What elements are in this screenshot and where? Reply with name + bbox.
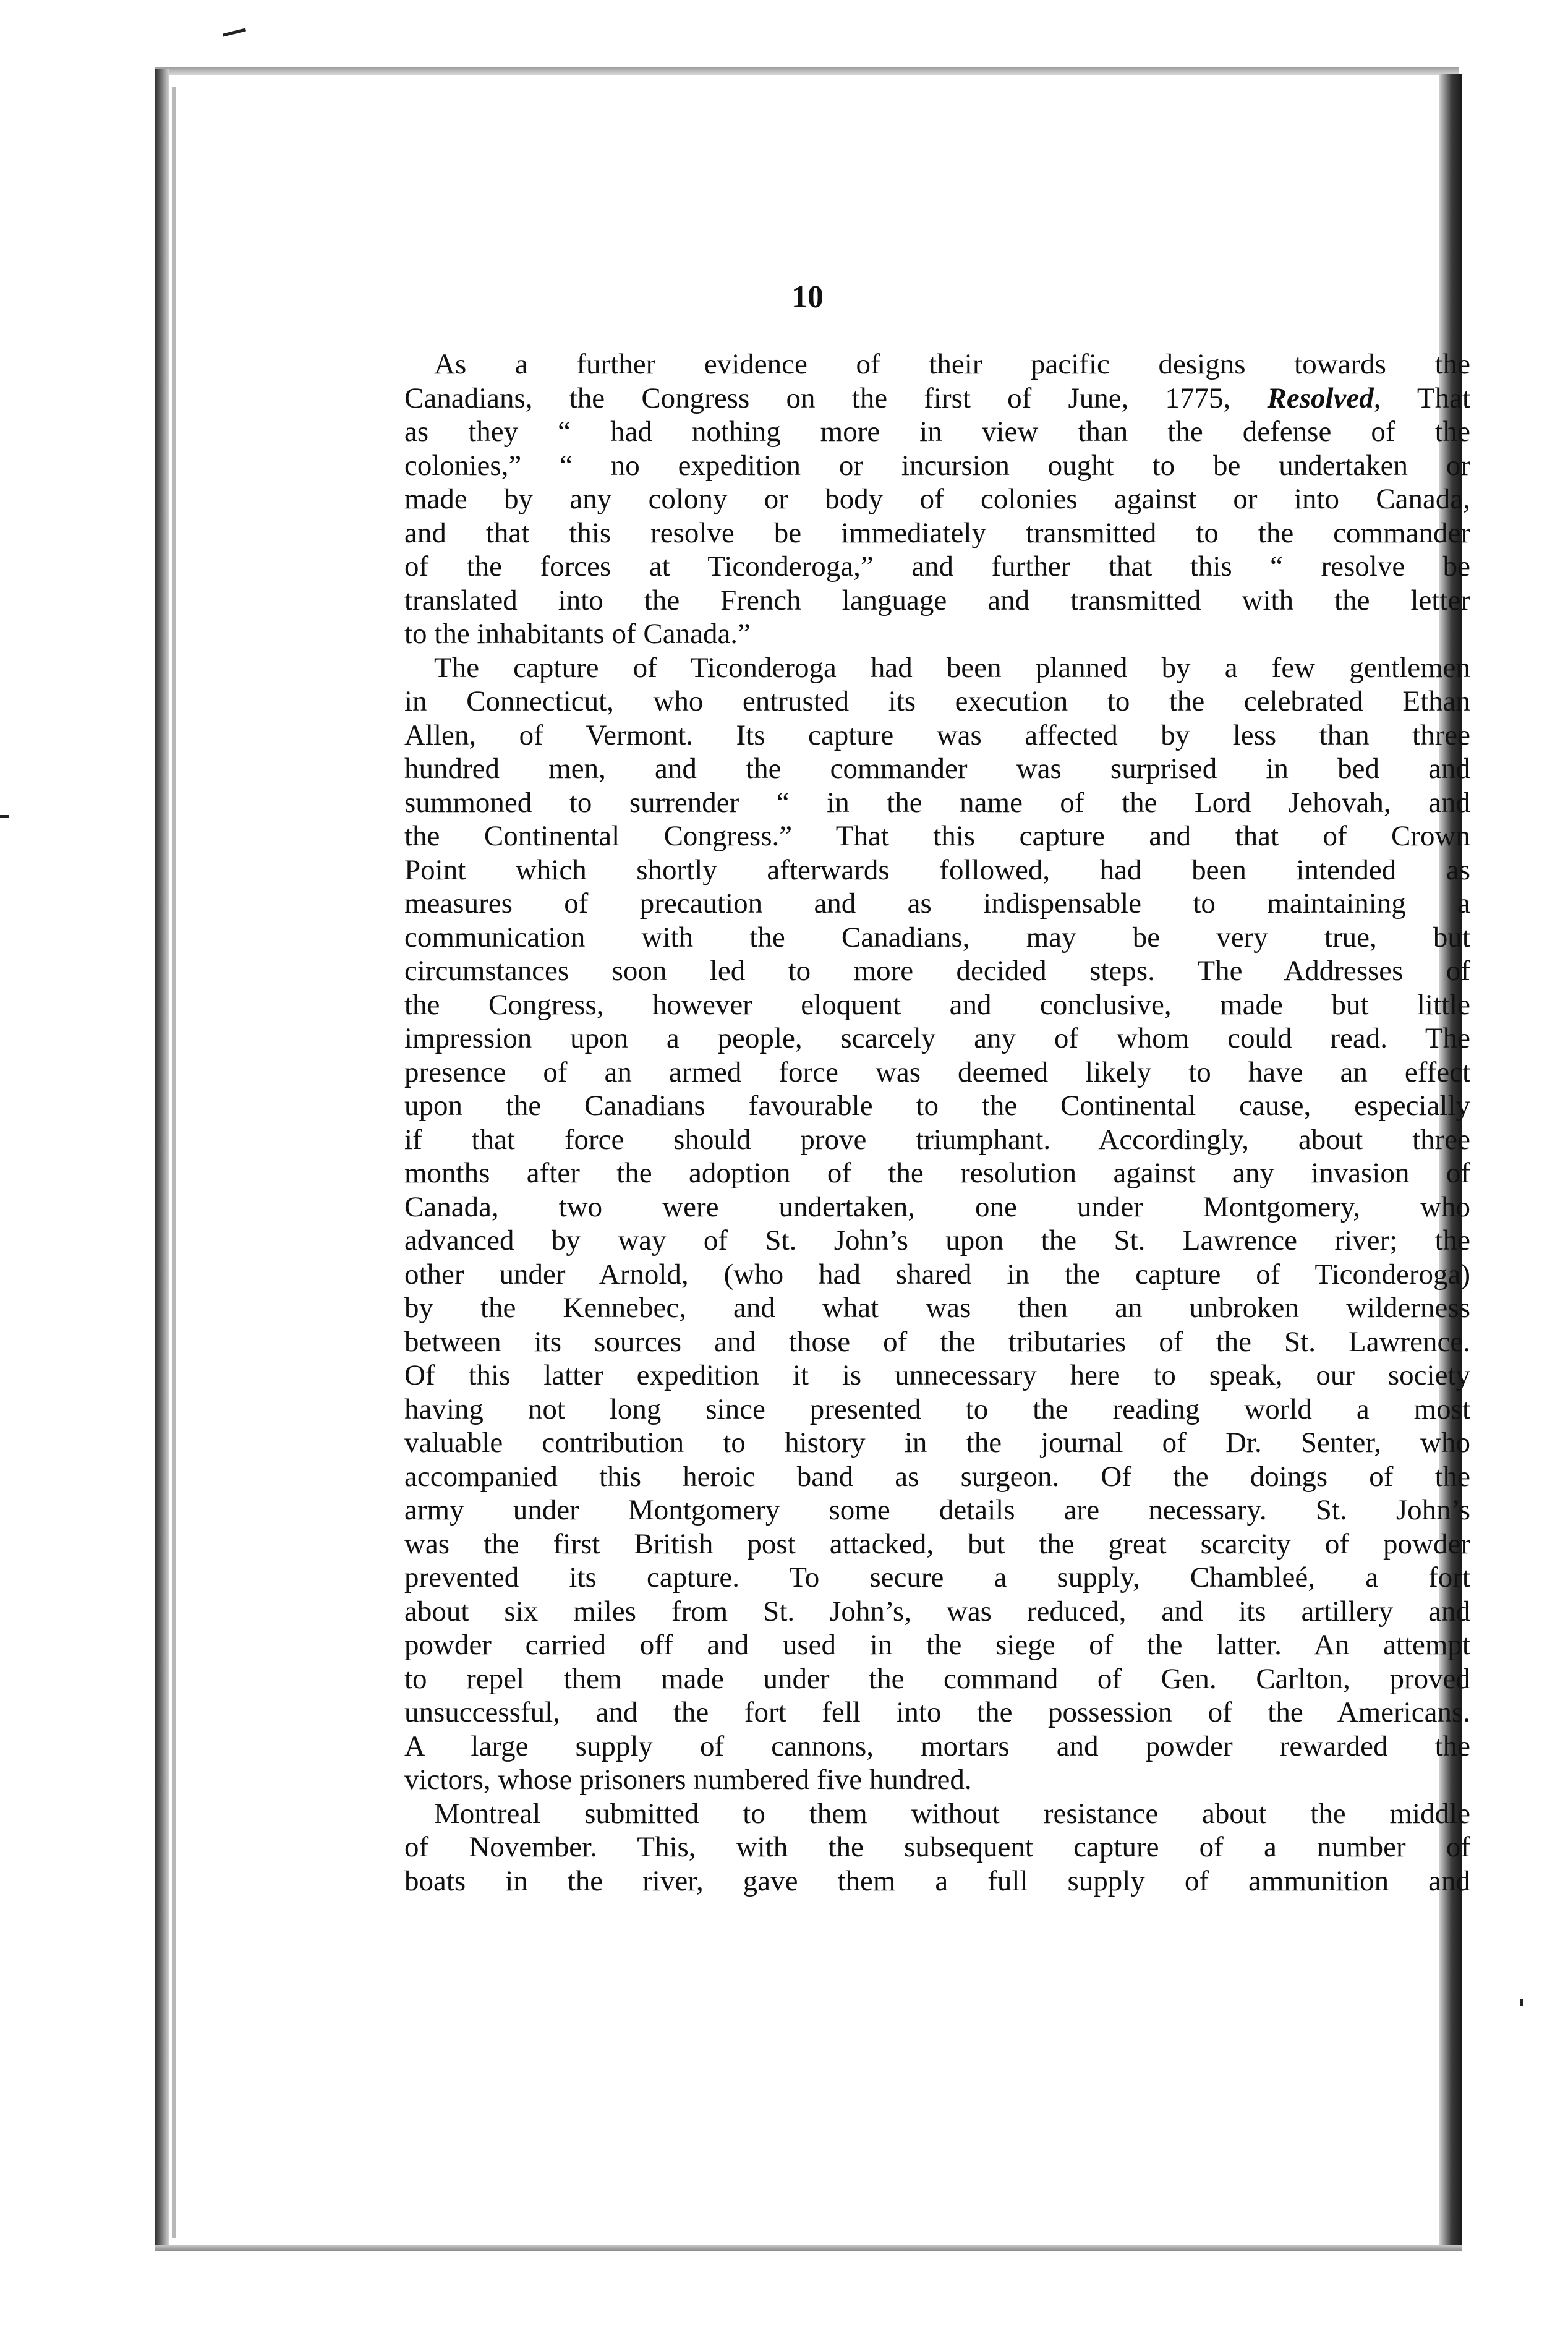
text-line: having not long since presented to the reading world a most [404, 1393, 1470, 1425]
text-line: Montreal submitted to them without resistance about the middle [434, 1797, 1470, 1830]
paragraph [404, 651, 1470, 1797]
text-line: presence of an armed force was deemed likely to have an effect [404, 1056, 1470, 1088]
text-line: circumstances soon led to more decided steps. The Addresses of [404, 955, 1470, 987]
text-line: translated into the French language and transmitted with the letter [404, 584, 1470, 617]
text-line: advanced by way of St. John’s upon the St. Lawrence river; the [404, 1224, 1470, 1257]
text-line: by the Kennebec, and what was then an unbroken wilderness [404, 1292, 1470, 1324]
text-line: Allen, of Vermont. Its capture was affected by less than three [404, 719, 1470, 751]
text-line: to the inhabitants of Canada.” [404, 618, 751, 650]
text-line: valuable contribution to history in the journal of Dr. Senter, who [404, 1427, 1470, 1459]
text-line: other under Arnold, (who had shared in the capture of Ticonderoga) [404, 1258, 1470, 1291]
text-line: hundred men, and the commander was surprised in bed and [404, 753, 1470, 785]
text-line: The capture of Ticonderoga had been planned by a few gentlemen [434, 651, 1470, 684]
text-line: unsuccessful, and the fort fell into the possession of the Americans. [404, 1696, 1470, 1728]
text-line: made by any colony or body of colonies against or into Canada, [404, 483, 1470, 515]
text-line: As a further evidence of their pacific designs towards the [434, 348, 1470, 380]
scan-speck [223, 28, 246, 36]
text-line: Of this latter expedition it is unnecessary here to speak, our society [404, 1359, 1470, 1391]
page-number: 10 [791, 280, 824, 315]
text-line: the Congress, however eloquent and conclusive, made but little [404, 988, 1470, 1021]
text-line: Canada, two were undertaken, one under Montgomery, who [404, 1190, 1470, 1223]
text-line: in Connecticut, who entrusted its execution to the celebrated Ethan [404, 685, 1470, 717]
paragraph [404, 1797, 1470, 1898]
paragraph [404, 348, 1470, 651]
body-text [404, 348, 1470, 1898]
text-line: summoned to surrender “ in the name of the Lord Jehovah, and [404, 786, 1470, 819]
text-line: A large supply of cannons, mortars and powder rewarded the [404, 1730, 1470, 1762]
text-line: and that this resolve be immediately transmitted to the commander [404, 516, 1470, 549]
scan-speck [1520, 1999, 1523, 2006]
text-line: about six miles from St. John’s, was reduced, and its artillery and [404, 1595, 1470, 1628]
text-line: communication with the Canadians, may be very true, but [404, 921, 1470, 954]
text-line: as they “ had nothing more in view than the defense of the [404, 416, 1470, 448]
text-line: powder carried off and used in the siege of the latter. An attempt [404, 1629, 1470, 1661]
text-line: the Continental Congress.” That this capture and that of Crown [404, 820, 1470, 852]
text-line: prevented its capture. To secure a supply, Chambleé, a fort [404, 1561, 1470, 1594]
text-line: accompanied this heroic band as surgeon. Of the doings of the [404, 1460, 1470, 1493]
text-line: was the first British post attacked, but the great scarcity of powder [404, 1527, 1470, 1560]
text-line: army under Montgomery some details are necessary. St. John’s [404, 1494, 1470, 1526]
text-line: of the forces at Ticonderoga,” and further that this “ resolve be [404, 550, 1470, 582]
text-line: Canadians, the Congress on the first of June, 1775, Resolved, That [404, 382, 1470, 414]
page-top-edge [155, 67, 1459, 75]
book-page [176, 75, 1470, 2245]
text-line: Point which shortly afterwards followed, had been intended as [404, 853, 1470, 886]
page-left-binding-edge [155, 69, 169, 2246]
text-line: of November. This, with the subsequent capture of a number of [404, 1831, 1470, 1863]
text-line: months after the adoption of the resolution against any invasion of [404, 1157, 1470, 1189]
text-line: colonies,” “ no expedition or incursion ought to be undertaken or [404, 449, 1470, 482]
scan-speck [0, 815, 9, 818]
text-line: measures of precaution and as indispensable to maintaining a [404, 887, 1470, 920]
text-line: upon the Canadians favourable to the Continental cause, especially [404, 1090, 1470, 1122]
text-line: boats in the river, gave them a full supply of ammunition and [404, 1864, 1470, 1897]
text-line: victors, whose prisoners numbered five hundred. [404, 1764, 972, 1796]
page-bottom-edge [155, 2245, 1462, 2251]
text-line: between its sources and those of the tributaries of the St. Lawrence. [404, 1325, 1470, 1358]
text-line: impression upon a people, scarcely any of whom could read. The [404, 1022, 1470, 1054]
emphasis-text: Resolved [1267, 382, 1374, 414]
text-line: to repel them made under the command of Gen. Carlton, proved [404, 1662, 1470, 1695]
text-line: if that force should prove triumphant. Accordingly, about three [404, 1123, 1470, 1156]
